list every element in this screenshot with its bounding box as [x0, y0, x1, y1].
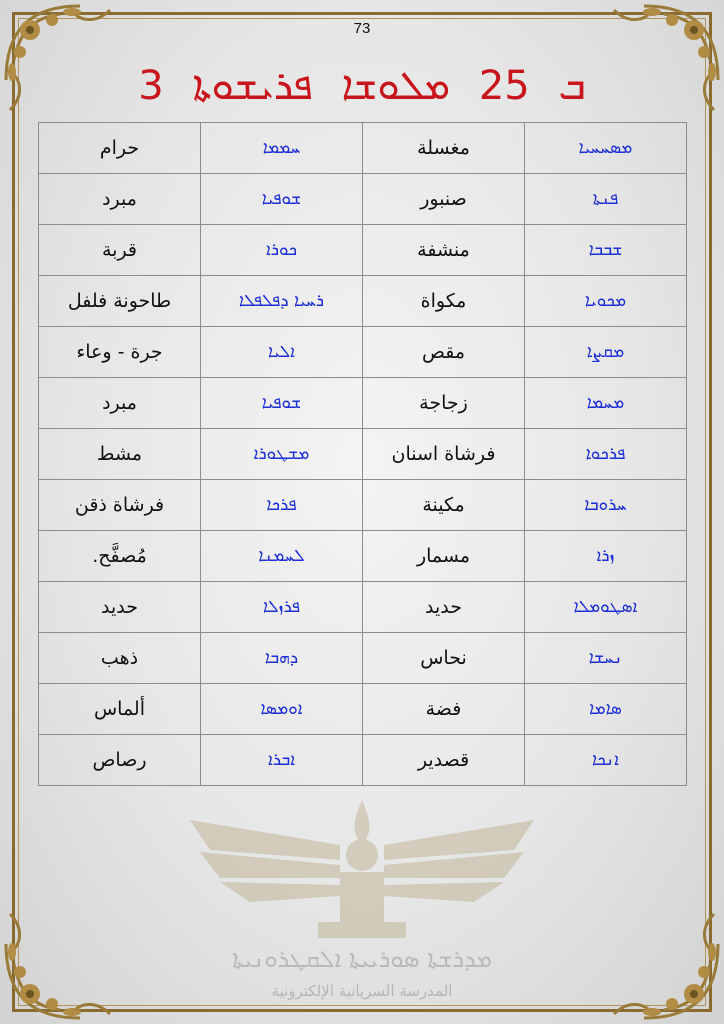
arabic-word-left: رصاص [39, 735, 201, 786]
syriac-word-right: ܡܟܘܝܐ [525, 276, 687, 327]
page-number: 73 [353, 20, 371, 37]
syriac-word-left: ܦܪܟܐ [201, 480, 363, 531]
title-letter: ܒ [558, 63, 586, 109]
table-row [39, 327, 687, 378]
syriac-word-right: ܐܣܛܘܡܠܐ [525, 582, 687, 633]
vocabulary-table-body [39, 123, 687, 786]
title-number: 25 [478, 63, 530, 109]
arabic-word-right: مقص [363, 327, 525, 378]
arabic-word-left: مُصفَّح. [39, 531, 201, 582]
arabic-word-left: مبرد [39, 378, 201, 429]
arabic-word-right: مكواة [363, 276, 525, 327]
syriac-word-right: ܡܩܨܐ [525, 327, 687, 378]
syriac-word-right: ܐܢܟܐ [525, 735, 687, 786]
syriac-word-right: ܡܚܡܐ [525, 378, 687, 429]
syriac-word-left: ܚܡܡܐ [201, 123, 363, 174]
arabic-word-right: منشفة [363, 225, 525, 276]
arabic-word-left: مشط [39, 429, 201, 480]
table-row [39, 225, 687, 276]
syriac-word-left: ܐܒܪܐ [201, 735, 363, 786]
arabic-word-left: مبرد [39, 174, 201, 225]
arabic-word-left: حرام [39, 123, 201, 174]
title-number2: 3 [138, 63, 164, 109]
syriac-word-left: ܫܘܦܝܐ [201, 174, 363, 225]
table-row [39, 582, 687, 633]
syriac-word-left: ܫܘܦܝܐ [201, 378, 363, 429]
table-row [39, 633, 687, 684]
syriac-word-left: ܕܗܒܐ [201, 633, 363, 684]
syriac-word-right: ܙܪܐ [525, 531, 687, 582]
table-row [39, 429, 687, 480]
page-title [60, 58, 664, 114]
syriac-word-left: ܦܪܙܠܐ [201, 582, 363, 633]
winged-sun-emblem-icon [190, 790, 534, 940]
arabic-word-left: طاحونة فلفل [39, 276, 201, 327]
arabic-word-left: ألماس [39, 684, 201, 735]
arabic-word-left: فرشاة ذقن [39, 480, 201, 531]
syriac-word-right: ܚܪܘܒܐ [525, 480, 687, 531]
syriac-word-left: ܪܚܝܐ ܕܦܠܦܠܐ [201, 276, 363, 327]
arabic-word-right: فرشاة اسنان [363, 429, 525, 480]
table-row [39, 123, 687, 174]
arabic-word-right: صنبور [363, 174, 525, 225]
vocabulary-table [38, 122, 687, 786]
arabic-word-left: جرة - وعاء [39, 327, 201, 378]
syriac-word-left: ܐܘܡܣܐ [201, 684, 363, 735]
syriac-word-right: ܢܚܫܐ [525, 633, 687, 684]
footer-arabic-name: المدرسة السريانية الإلكترونية [271, 982, 453, 1000]
syriac-word-right: ܫܒܒܐ [525, 225, 687, 276]
table-row [39, 174, 687, 225]
syriac-word-left: ܐܠܝܐ [201, 327, 363, 378]
syriac-word-right: ܦܢܬܐ [525, 174, 687, 225]
arabic-word-right: مسمار [363, 531, 525, 582]
title-syriac-word1: ܦܪܝܫܘܬܐ [192, 63, 313, 109]
arabic-word-right: زجاجة [363, 378, 525, 429]
table-row [39, 684, 687, 735]
arabic-word-right: مكينة [363, 480, 525, 531]
arabic-word-right: مغسلة [363, 123, 525, 174]
syriac-word-right: ܣܐܡܐ [525, 684, 687, 735]
footer-syriac-name: ܡܕܪܫܬܐ ܣܘܪܝܝܬܐ ܐܠܩܛܪܘܢܝܬܐ [232, 945, 492, 973]
syriac-word-right: ܡܣܚܚܝܐ [525, 123, 687, 174]
syriac-word-left: ܠܚܡܢܐ [201, 531, 363, 582]
arabic-word-right: حديد [363, 582, 525, 633]
arabic-word-left: قربة [39, 225, 201, 276]
table-row [39, 378, 687, 429]
syriac-word-left: ܟܘܪܐ [201, 225, 363, 276]
arabic-word-left: حديد [39, 582, 201, 633]
arabic-word-right: نحاس [363, 633, 525, 684]
table-row [39, 276, 687, 327]
table-row [39, 531, 687, 582]
syriac-word-right: ܦܪܟܘܐ [525, 429, 687, 480]
table-row [39, 735, 687, 786]
title-syriac-word2: ܡܠܘܫܐ [341, 63, 451, 109]
arabic-word-left: ذهب [39, 633, 201, 684]
arabic-word-right: فضة [363, 684, 525, 735]
syriac-word-left: ܡܫܛܘܪܐ [201, 429, 363, 480]
arabic-word-right: قصدير [363, 735, 525, 786]
table-row [39, 480, 687, 531]
